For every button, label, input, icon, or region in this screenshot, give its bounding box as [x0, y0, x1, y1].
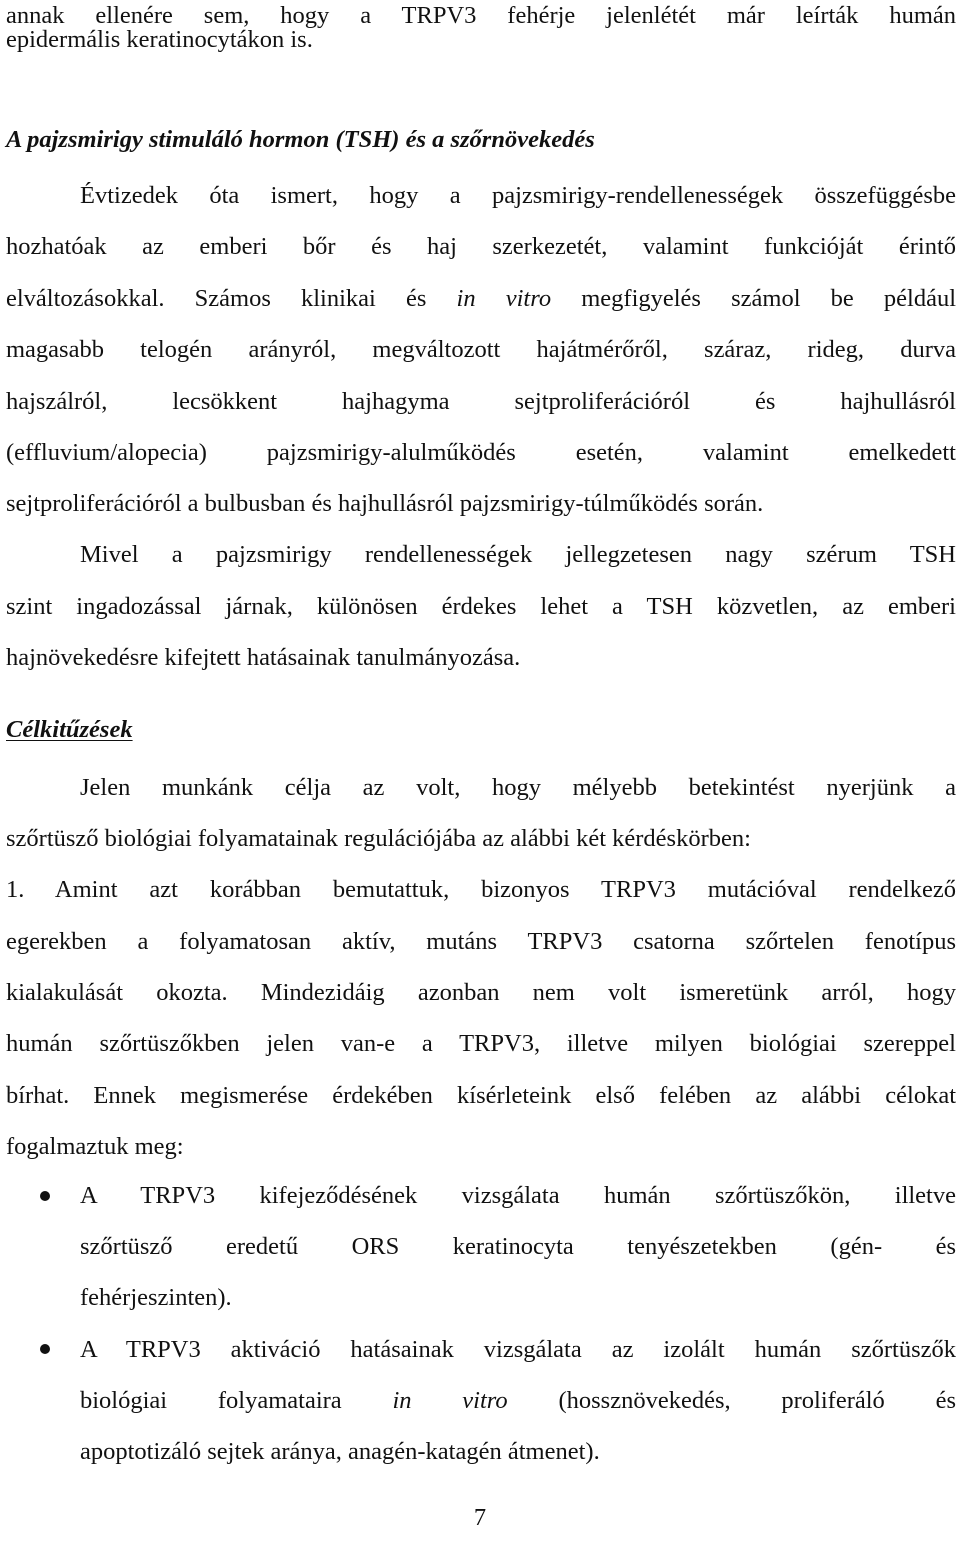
text-line: epidermális keratinocytákon is.	[6, 26, 313, 53]
text-line: Évtizedek óta ismert, hogy a pajzsmirigy-rendellenességek összefüggésbe	[80, 182, 956, 209]
list-item-text: szőrtüsző eredetű ORS keratinocyta tenyészetekben (gén- és	[80, 1233, 956, 1260]
text-line: annak ellenére sem, hogy a TRPV3 fehérje jelenlétét már leírták humán	[6, 2, 956, 29]
text-line: humán szőrtüszőkben jelen van-e a TRPV3, illetve milyen biológiai szereppel	[6, 1030, 956, 1057]
list-item-text: A TRPV3 kifejeződésének vizsgálata humán szőrtüszőkön, illetve	[80, 1182, 956, 1209]
text-run: biológiai folyamataira	[80, 1387, 393, 1414]
text-line: magasabb telogén arányról, megváltozott hajátmérőről, száraz, rideg, durva	[6, 336, 956, 363]
list-item-text: A TRPV3 aktiváció hatásainak vizsgálata az izolált humán szőrtüszők	[80, 1336, 956, 1363]
bullet-dot	[40, 1191, 50, 1201]
text-line: Mivel a pajzsmirigy rendellenességek jellegzetesen nagy szérum TSH	[80, 541, 956, 568]
text-run: elváltozásokkal. Számos klinikai és	[6, 285, 457, 312]
italic-term: in vitro	[456, 285, 552, 312]
text-line: (effluvium/alopecia) pajzsmirigy-alulműködés esetén, valamint emelkedett	[6, 439, 956, 466]
section-heading-goals: Célkitűzések	[6, 716, 133, 743]
text-line: hozhatóak az emberi bőr és haj szerkezetét, valamint funkcióját érintő	[6, 233, 956, 260]
list-item-text	[80, 1375, 956, 1426]
text-line: sejtproliferációról a bulbusban és hajhullásról pajzsmirigy-túlműködés során.	[6, 490, 764, 517]
text-run: (hossznövekedés, proliferáló és	[507, 1387, 956, 1414]
text-line: szint ingadozással járnak, különösen érdekes lehet a TSH közvetlen, az emberi	[6, 593, 956, 620]
text-line: bírhat. Ennek megismerése érdekében kísérleteink első felében az alábbi célokat	[6, 1082, 956, 1109]
section-heading-tsh: A pajzsmirigy stimuláló hormon (TSH) és a szőrnövekedés	[6, 126, 595, 153]
text-run: megfigyelés számol be például	[551, 285, 957, 312]
text-line: kialakulását okozta. Mindezidáig azonban nem volt ismeretünk arról, hogy	[6, 979, 956, 1006]
italic-term: in vitro	[392, 1387, 508, 1414]
text-line: 1. Amint azt korábban bemutattuk, bizonyos TRPV3 mutációval rendelkező	[6, 876, 956, 903]
text-line: hajnövekedésre kifejtett hatásainak tanulmányozása.	[6, 644, 521, 671]
text-line: hajszálról, lecsökkent hajhagyma sejtproliferációról és hajhullásról	[6, 388, 956, 415]
page-number: 7	[473, 1504, 487, 1531]
text-line: szőrtüsző biológiai folyamatainak regulációjába az alábbi két kérdéskörben:	[6, 825, 751, 852]
list-item-text: apoptotizáló sejtek aránya, anagén-katagén átmenet).	[80, 1438, 600, 1465]
list-item-text: fehérjeszinten).	[80, 1284, 232, 1311]
text-line: fogalmaztuk meg:	[6, 1133, 184, 1160]
text-line: egerekben a folyamatosan aktív, mutáns TRPV3 csatorna szőrtelen fenotípus	[6, 928, 956, 955]
text-line: Jelen munkánk célja az volt, hogy mélyebb betekintést nyerjünk a	[80, 774, 956, 801]
text-line	[6, 273, 956, 324]
bullet-dot	[40, 1344, 50, 1354]
